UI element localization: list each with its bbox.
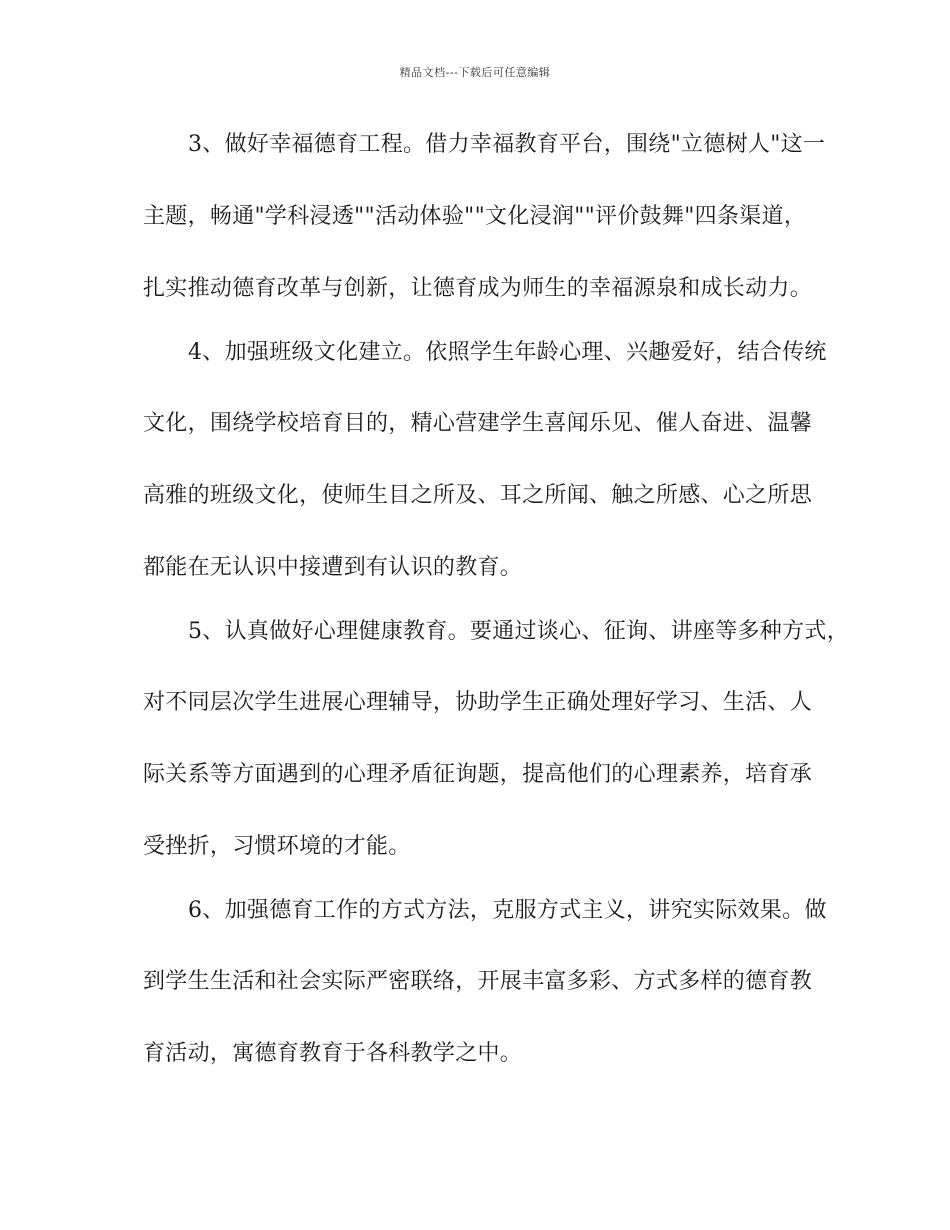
paragraph-3-line-1: 3、做好幸福德育工程。借力幸福教育平台，围绕"立德树人"这一: [188, 132, 826, 157]
paragraph-5-line-4: 受挫折，习惯环境的才能。: [143, 834, 411, 859]
paragraph-6-line-1: 6、加强德育工作的方式方法，克服方式主义，讲究实际效果。做: [188, 898, 827, 923]
paragraph-6-line-2: 到学生生活和社会实际严密联络，开展丰富多彩、方式多样的德育教: [143, 969, 813, 994]
paragraph-6-line-3: 育活动，寓德育教育于各科教学之中。: [143, 1041, 523, 1066]
paragraph-4-line-2: 文化，围绕学校培育目的，精心营建学生喜闻乐见、催人奋进、温馨: [143, 411, 813, 436]
paragraph-4-line-3: 高雅的班级文化，使师生目之所及、耳之所闻、触之所感、心之所思: [143, 483, 813, 508]
paragraph-5-line-2: 对不同层次学生进展心理辅导，协助学生正确处理好学习、生活、人: [143, 690, 813, 715]
paragraph-5-line-3: 际关系等方面遇到的心理矛盾征询题，提高他们的心理素养，培育承: [143, 762, 813, 787]
paragraph-3-line-2: 主题，畅通"学科浸透""活动体验""文化浸润""评价鼓舞"四条渠道，: [143, 204, 807, 229]
paragraph-5-line-1: 5、认真做好心理健康教育。要通过谈心、征询、讲座等多种方式，: [188, 619, 849, 644]
paragraph-4-line-4: 都能在无认识中接遭到有认识的教育。: [143, 555, 523, 580]
page-header: 精品文档---下载后可任意编辑: [399, 66, 551, 79]
paragraph-4-line-1: 4、加强班级文化建立。依照学生年龄心理、兴趣爱好，结合传统: [188, 340, 827, 365]
paragraph-3-line-3: 扎实推动德育改革与创新，让德育成为师生的幸福源泉和成长动力。: [143, 276, 813, 301]
